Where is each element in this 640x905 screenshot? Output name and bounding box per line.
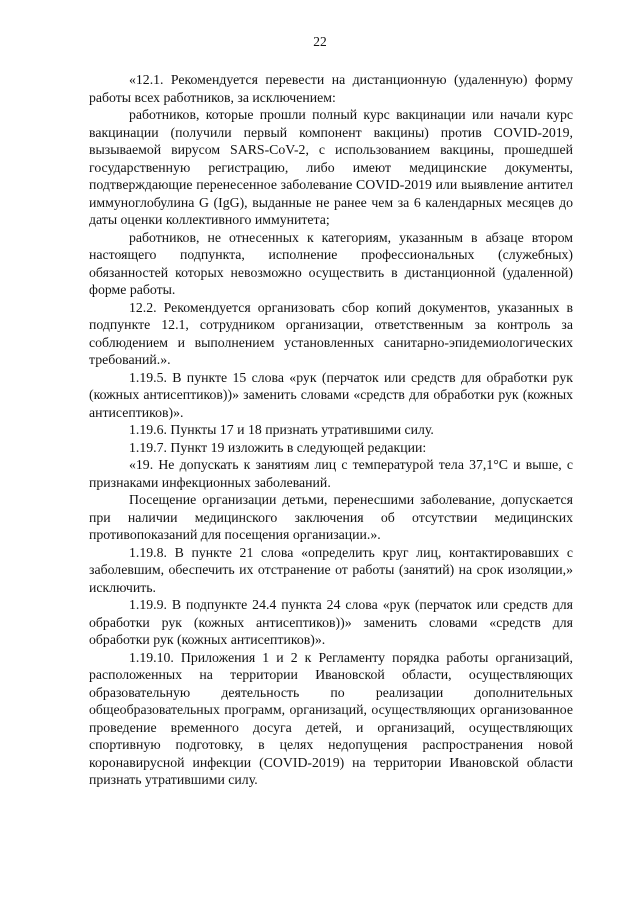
paragraph-point-19: «19. Не допускать к занятиям лиц с температурой тела 37,1°С и выше, с признаками инфекционных заболеваний. (89, 457, 573, 490)
paragraph-1-19-6: 1.19.6. Пункты 17 и 18 признать утратившими силу. (129, 422, 434, 437)
page-number: 22 (313, 34, 327, 49)
paragraph-12-1-intro: «12.1. Рекомендуется перевести на дистанционную (удаленную) форму работы всех работников, за исключением: (89, 72, 573, 105)
paragraph-1-19-9: 1.19.9. В подпункте 24.4 пункта 24 слова «рук (перчаток или средств для обработки рук (кожных антисептиков))» заменить словами «средств для обработки рук (кожных антисептиков)». (89, 597, 573, 647)
paragraph-12-1-not-remote: работников, не отнесенных к категориям, указанным в абзаце втором настоящего подпункта, исполнение профессиональных (служебных) обязанностей которых невозможно осуществить в дистанционной (удаленной) форме работы. (89, 229, 573, 297)
paragraph-1-19-7: 1.19.7. Пункт 19 изложить в следующей редакции: (129, 439, 427, 455)
paragraph-12-2: 12.2. Рекомендуется организовать сбор копий документов, указанных в подпункте 12.1, сотрудником организации, ответственным за контроль за соблюдением и выполнением установленных санитарно-эпидемиологических требований.». (89, 299, 573, 367)
paragraph-1-19-10: 1.19.10. Приложения 1 и 2 к Регламенту порядка работы организаций, расположенных на территории Ивановской области, осуществляющих образовательную деятельность по реализации дополнительных общеобразовательных программ, организаций, осуществляющих организованное проведение временного досуга детей, и организаций, осуществляющих спортивную подготовку, в целях недопущения распространения новой коронавирусной инфекции (COVID-2019) на территории Ивановской области признать утратившими силу. (89, 649, 573, 787)
paragraph-12-1-vaccinated: работников, которые прошли полный курс вакцинации или начали курс вакцинации (получили первый компонент вакцины) против COVID-2019, вызываемой вирусом SARS-CoV-2, с использованием вакцины, прошедшей государственную регистрацию, либо имеют медицинские документы, подтверждающие перенесенное заболевание COVID-2019 или выявление антител иммуноглобулина G (IgG), выданные не ранее чем за 6 календарных месяцев до даты оценки коллективного иммунитета; (89, 107, 573, 227)
paragraph-1-19-8: 1.19.8. В пункте 21 слова «определить круг лиц, контактировавших с заболевшим, обеспечить их отстранение от работы (занятий) на срок изоляции,» исключить. (89, 544, 573, 595)
paragraph-1-19-5: 1.19.5. В пункте 15 слова «рук (перчаток или средств для обработки рук (кожных антисептиков))» заменить словами «средств для обработки рук (кожных антисептиков)». (89, 369, 573, 420)
paragraph-visit-after-illness: Посещение организации детьми, перенесшими заболевание, допускается при наличии медицинского заключения об отсутствии медицинских противопоказаний для посещения организации.». (89, 492, 573, 542)
document-body (89, 71, 573, 789)
